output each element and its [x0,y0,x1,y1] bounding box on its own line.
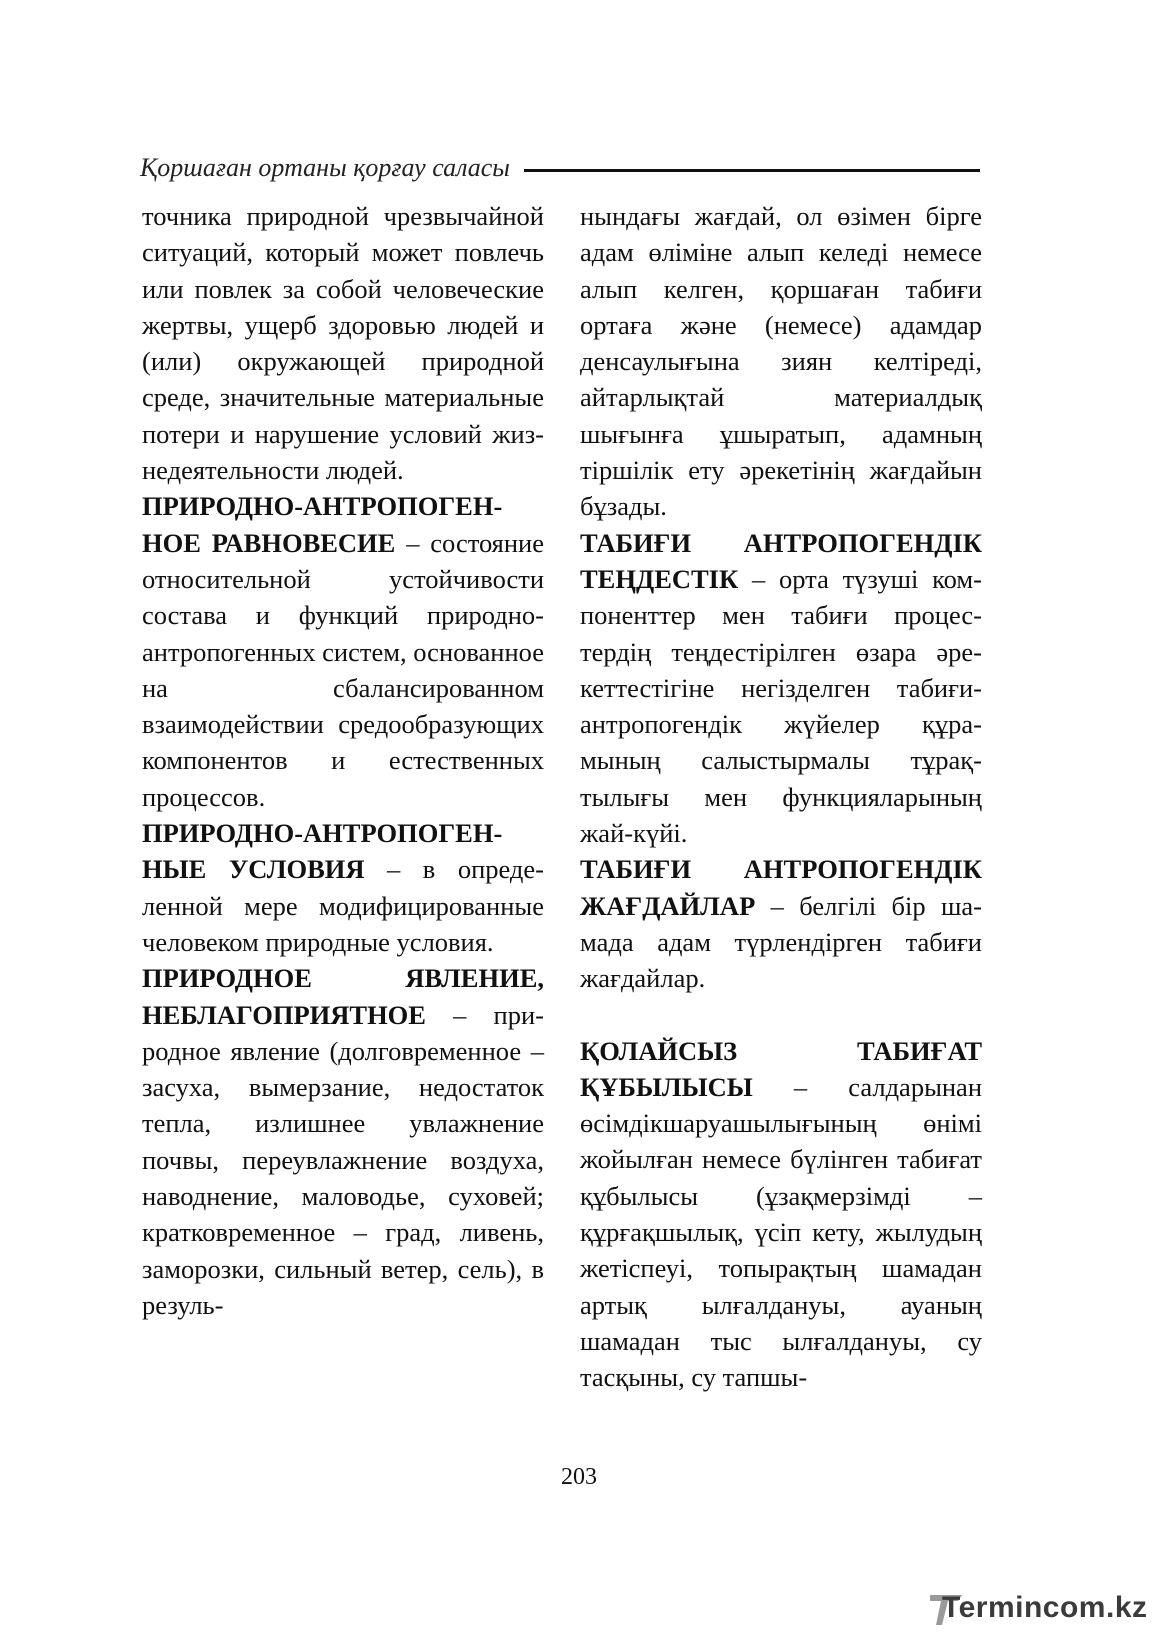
entry-definition: – в определенной мере модифицированные человеком природные условия. [142,854,544,957]
entry-definition: – орта түзуші компоненттер мен табиғи процестердің теңдестірілген өзара әрекеттестігіне негізделген табиғи-антропогендік жүйелер құрамының салыстырмалы тұрақтылығы мен функцияларының жай-күйі. [580,563,982,849]
entry-term: ПРИРОДНОЕ ЯВЛЕНИЕ, НЕБЛАГОПРИЯТНОЕ [142,963,544,1030]
entry-paragraph: нындағы жағдай, ол өзімен бірге адам өліміне алып келеді немесе алып келген, қоршаған табиғи ортаға және (немесе) адамдар денсаулығына зиян келтіреді, айтарлықтай материалдық шығынға ұшыратып, адамның тіршілік ету әрекетінің жағдайын бұзады. [580,201,982,522]
running-header-title: Қоршаған ортаны қорғау саласы [140,153,510,182]
entry-term: ҚОЛАЙСЫЗ ТАБИҒАТ ҚҰБЫЛЫСЫ [580,1035,982,1102]
entry-paragraph: точника природной чрезвычайной ситуаций, который может повлечь или повлек за собой человеческие жертвы, ущерб здоровью людей и (или) окружающей природной среде, значительные материальные потери и нарушение условий жизнедеятельности людей. [142,201,544,486]
entry-paragraph [580,525,982,852]
running-header [140,148,980,188]
right-column [580,198,982,1396]
entry-term: ПРИРОДНО-АНТРОПОГЕННЫЕ УСЛОВИЯ [142,818,503,885]
watermark-logo[interactable] [922,1585,1148,1631]
entry-paragraph [142,960,544,1323]
watermark-text: Termincom.kz [942,1591,1148,1624]
entry-paragraph [142,488,544,815]
left-column [142,198,544,1323]
page-number: 203 [561,1464,597,1490]
entry-term: ТАБИҒИ АНТРОПОГЕНДІК ЖАҒДАЙЛАР [580,854,982,921]
entry-definition: – салдарынан өсімдікшаруашылығының өнімі жойылған немесе бүлінген табиғат құбылысы (ұзақмерзімді – құрғақшылық, үсіп кету, жылудың жетіспеуі, топырақтың шамадан артық ылғалдануы, ауаның шамадан тыс ылғалдануы, су тасқыны, су тапшы- [580,1071,982,1393]
entry-paragraph [580,851,982,996]
header-rule [524,169,980,172]
entry-paragraph [580,1033,982,1396]
entry-term: ПРИРОДНО-АНТРОПОГЕННОЕ РАВНОВЕСИЕ [142,491,503,558]
entry-term: ТАБИҒИ АНТРОПОГЕНДІК ТЕҢДЕСТІК [580,527,982,594]
entry-paragraph [142,815,544,960]
entry-definition: – состояние относительной устойчивости состава и функций природно-антропогенных систем, основанное на сбалансированном взаимодействии средообразующих компонентов и естественных процессов. [142,527,545,812]
entry-definition: – белгілі бір шамада адам түрлендірген табиғи жағдайлар. [580,890,982,994]
entry-definition: – природное явление (долговременное – засуха, вымерзание, недостаток тепла, излишнее увлажнение почвы, переувлажнение воздуха, наводнение, маловодье, суховей; кратковременное – град, ливень, заморозки, сильный ветер, сель), в резуль- [142,999,544,1320]
